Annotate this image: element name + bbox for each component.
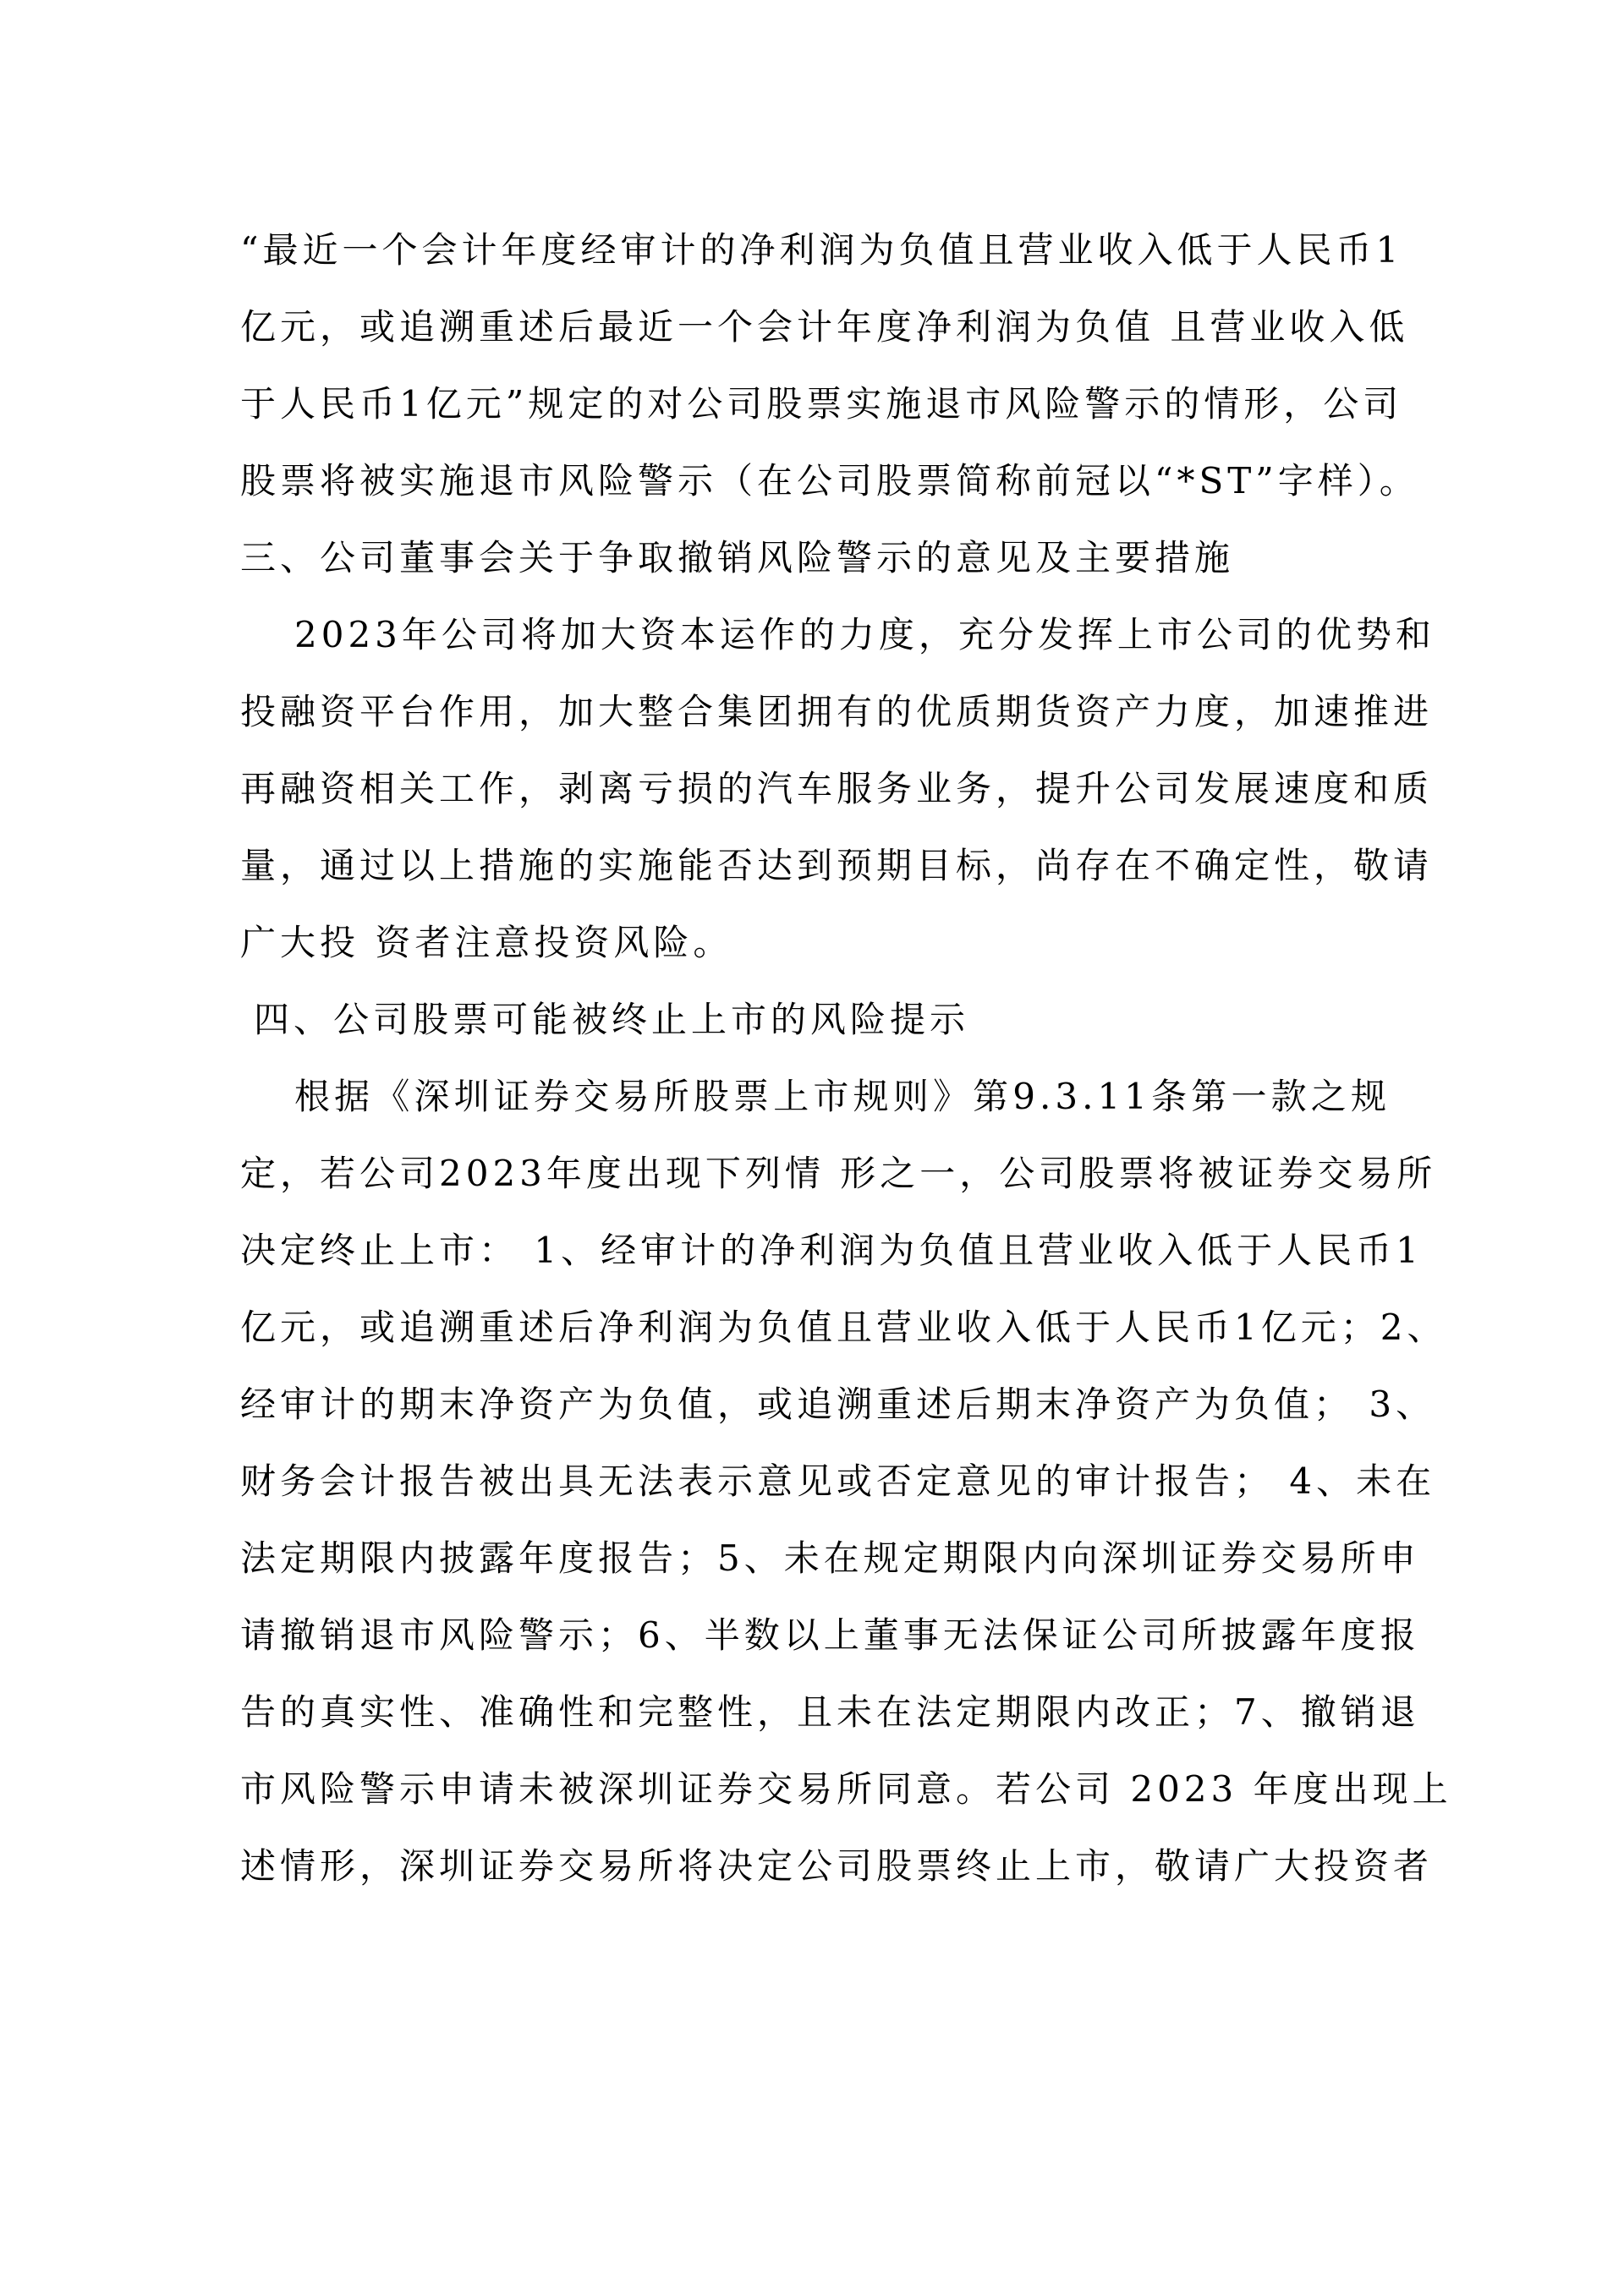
paragraph-line: 经审计的期末净资产为负值，或追溯重述后期末净资产为负值； 3、 bbox=[240, 1384, 1436, 1425]
paragraph-line: 请撤销退市风险警示；6、半数以上董事无法保证公司所披露年度报 bbox=[240, 1614, 1420, 1656]
paragraph-line: 亿元，或追溯重述后最近一个会计年度净利润为负值 且营业收入低 bbox=[240, 306, 1409, 348]
paragraph-line: 告的真实性、准确性和完整性，且未在法定期限内改正；7、撤销退 bbox=[240, 1691, 1420, 1733]
paragraph-line: 量，通过以上措施的实施能否达到预期目标，尚存在不确定性，敬请 bbox=[240, 845, 1434, 886]
paragraph-line: 决定终止上市： 1、经审计的净利润为负值且营业收入低于人民币1 bbox=[240, 1230, 1423, 1271]
paragraph-line: 股票将被实施退市风险警示（在公司股票简称前冠以“*ST”字样）。 bbox=[240, 460, 1419, 501]
paragraph-line: 根据《深圳证券交易所股票上市规则》第9.3.11条第一款之规 bbox=[294, 1076, 1391, 1117]
paragraph-line: 财务会计报告被出具无法表示意见或否定意见的审计报告； 4、未在 bbox=[240, 1460, 1436, 1502]
section-heading-3: 三、公司董事会关于争取撤销风险警示的意见及主要措施 bbox=[240, 537, 1235, 578]
paragraph-line: 法定期限内披露年度报告；5、未在规定期限内向深圳证券交易所申 bbox=[240, 1537, 1420, 1579]
paragraph-line: 2023年公司将加大资本运作的力度，充分发挥上市公司的优势和 bbox=[294, 614, 1435, 655]
paragraph-line: 于人民币1亿元”规定的对公司股票实施退市风险警示的情形，公司 bbox=[240, 383, 1403, 425]
paragraph-line: 亿元，或追溯重述后净利润为负值且营业收入低于人民币1亿元；2、 bbox=[240, 1307, 1447, 1348]
paragraph-line: 投融资平台作用，加大整合集团拥有的优质期货资产力度，加速推进 bbox=[240, 691, 1434, 732]
paragraph-line: “最近一个会计年度经审计的净利润为负值且营业收入低于人民币1 bbox=[240, 229, 1403, 271]
paragraph-line: 市风险警示申请未被深圳证券交易所同意。若公司 2023 年度出现上 bbox=[240, 1768, 1452, 1810]
paragraph-line: 广大投 资者注意投资风险。 bbox=[240, 922, 733, 963]
paragraph-line: 定，若公司2023年度出现下列情 形之一，公司股票将被证券交易所 bbox=[240, 1153, 1437, 1194]
paragraph-line: 再融资相关工作，剥离亏损的汽车服务业务，提升公司发展速度和质 bbox=[240, 768, 1434, 809]
paragraph-line: 述情形，深圳证券交易所将决定公司股票终止上市，敬请广大投资者 bbox=[240, 1845, 1434, 1887]
section-heading-4: 四、公司股票可能被终止上市的风险提示 bbox=[254, 999, 970, 1040]
